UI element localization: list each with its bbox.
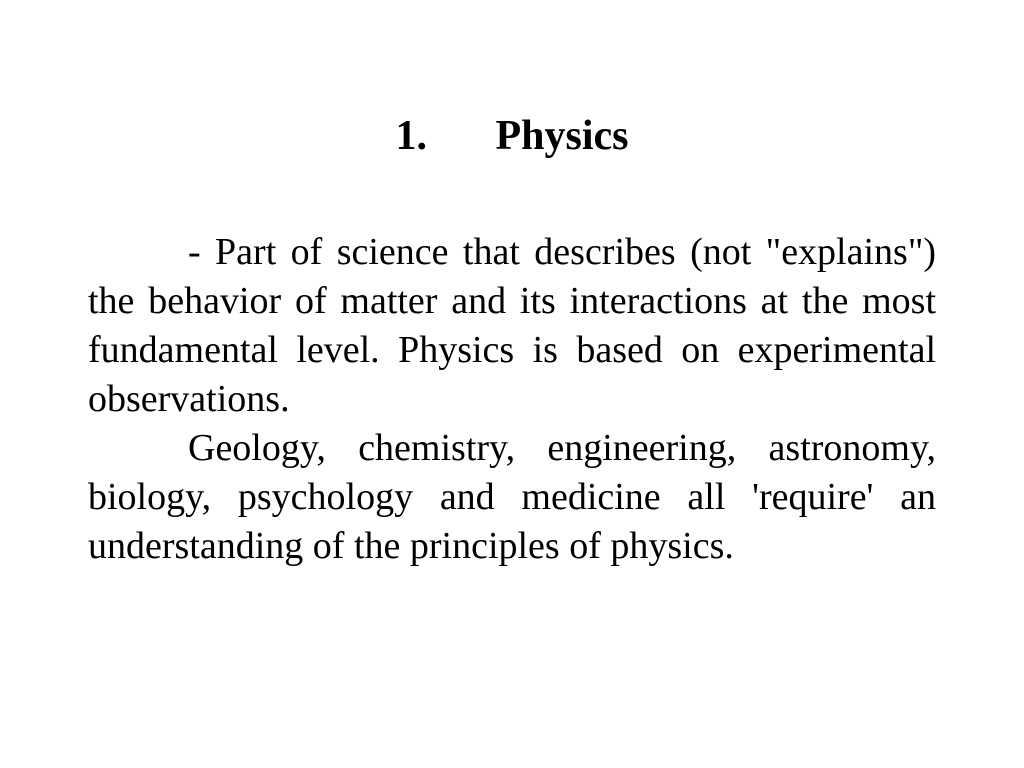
paragraph-related-fields: Geology, chemistry, engineering, astronomy, biology, psychology and medicine all 'require' an understanding of the principles of physics.: [88, 427, 936, 567]
paragraph-definition: - Part of science that describes (not "explains") the behavior of matter and its interactions at the most fundamental level. Physics is based on experimental observations.: [88, 231, 936, 420]
slide-body: [88, 228, 936, 571]
title-number: 1.: [395, 113, 427, 159]
slide-title: [0, 108, 1024, 164]
title-text: Physics: [495, 113, 629, 159]
